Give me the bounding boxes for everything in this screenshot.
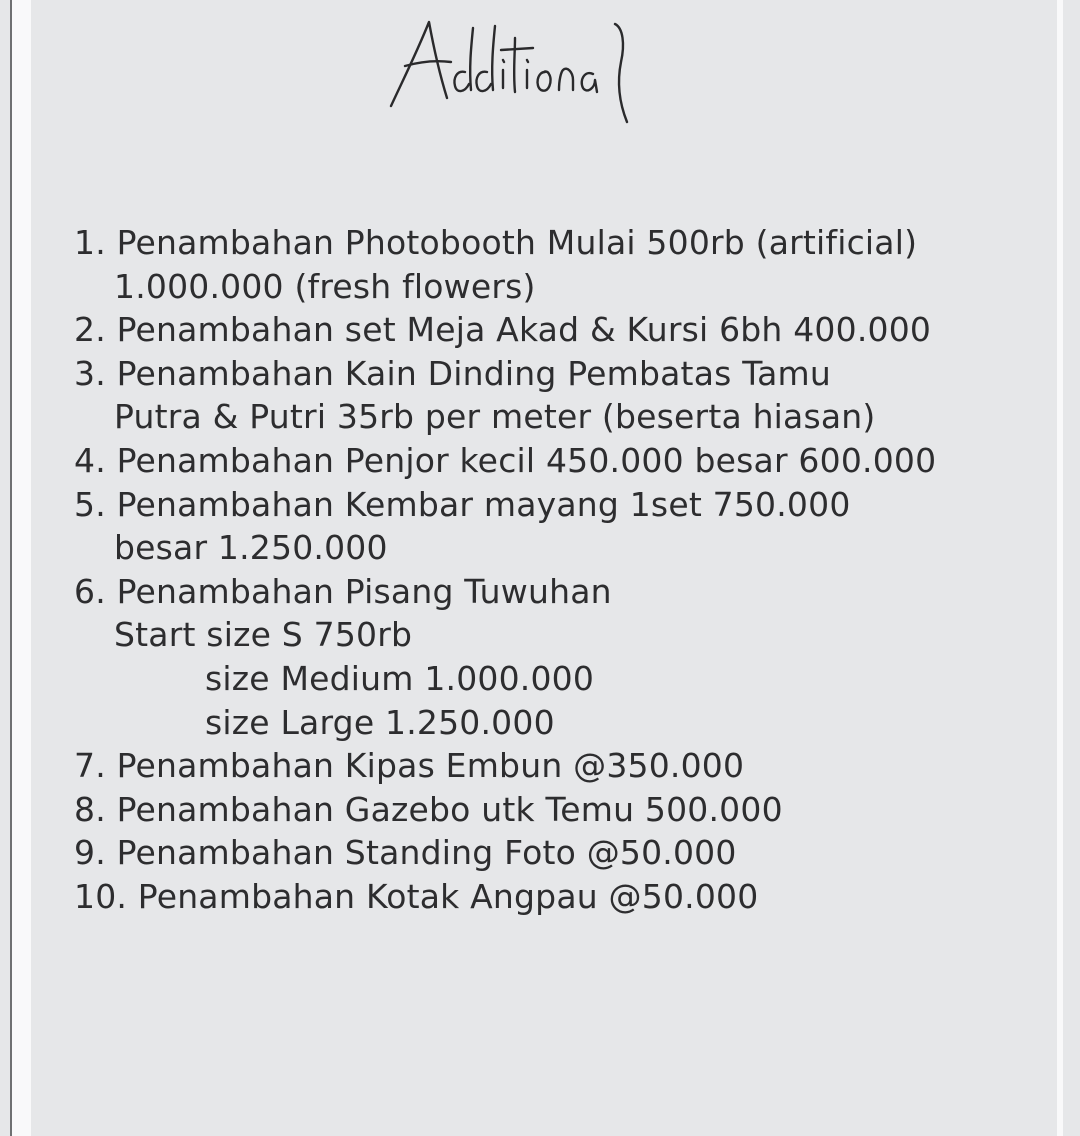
item-text: Start size S 750rb [114,615,413,655]
list-item [74,439,936,483]
left-margin [0,0,10,1136]
list-item [74,788,936,832]
item-text: 10. Penambahan Kotak Angpau @50.000 [74,876,759,916]
list-item [74,744,936,788]
item-text: 6. Penambahan Pisang Tuwuhan [74,571,612,611]
list-item [74,831,936,875]
item-text: 4. Penambahan Penjor kecil 450.000 besar 600.000 [74,440,937,480]
list-item [74,570,936,744]
item-text: 9. Penambahan Standing Foto @50.000 [74,833,737,873]
page-title-script-logo [383,10,673,130]
item-text: size Medium 1.000.000 [205,658,595,698]
list-item [74,483,936,570]
item-text: 8. Penambahan Gazebo utk Temu 500.000 [74,789,783,829]
left-gutter [12,0,31,1136]
item-text: besar 1.250.000 [114,528,388,568]
list-item [74,308,936,352]
item-text: 1.000.000 (fresh flowers) [114,266,536,306]
item-text: size Large 1.250.000 [205,702,555,742]
item-text: Putra & Putri 35rb per meter (beserta hiasan) [114,397,876,437]
item-text: 1. Penambahan Photobooth Mulai 500rb (artificial) [74,223,918,262]
item-text: 5. Penambahan Kembar mayang 1set 750.000 [74,484,851,524]
list-item [74,221,936,308]
list-item [74,352,936,439]
right-margin [1063,0,1080,1136]
item-text: 3. Penambahan Kain Dinding Pembatas Tamu [74,353,831,393]
item-text: 2. Penambahan set Meja Akad & Kursi 6bh 400.000 [74,310,932,350]
list-item [74,875,936,919]
item-text: 7. Penambahan Kipas Embun @350.000 [74,746,745,786]
additional-items-list [74,221,936,919]
